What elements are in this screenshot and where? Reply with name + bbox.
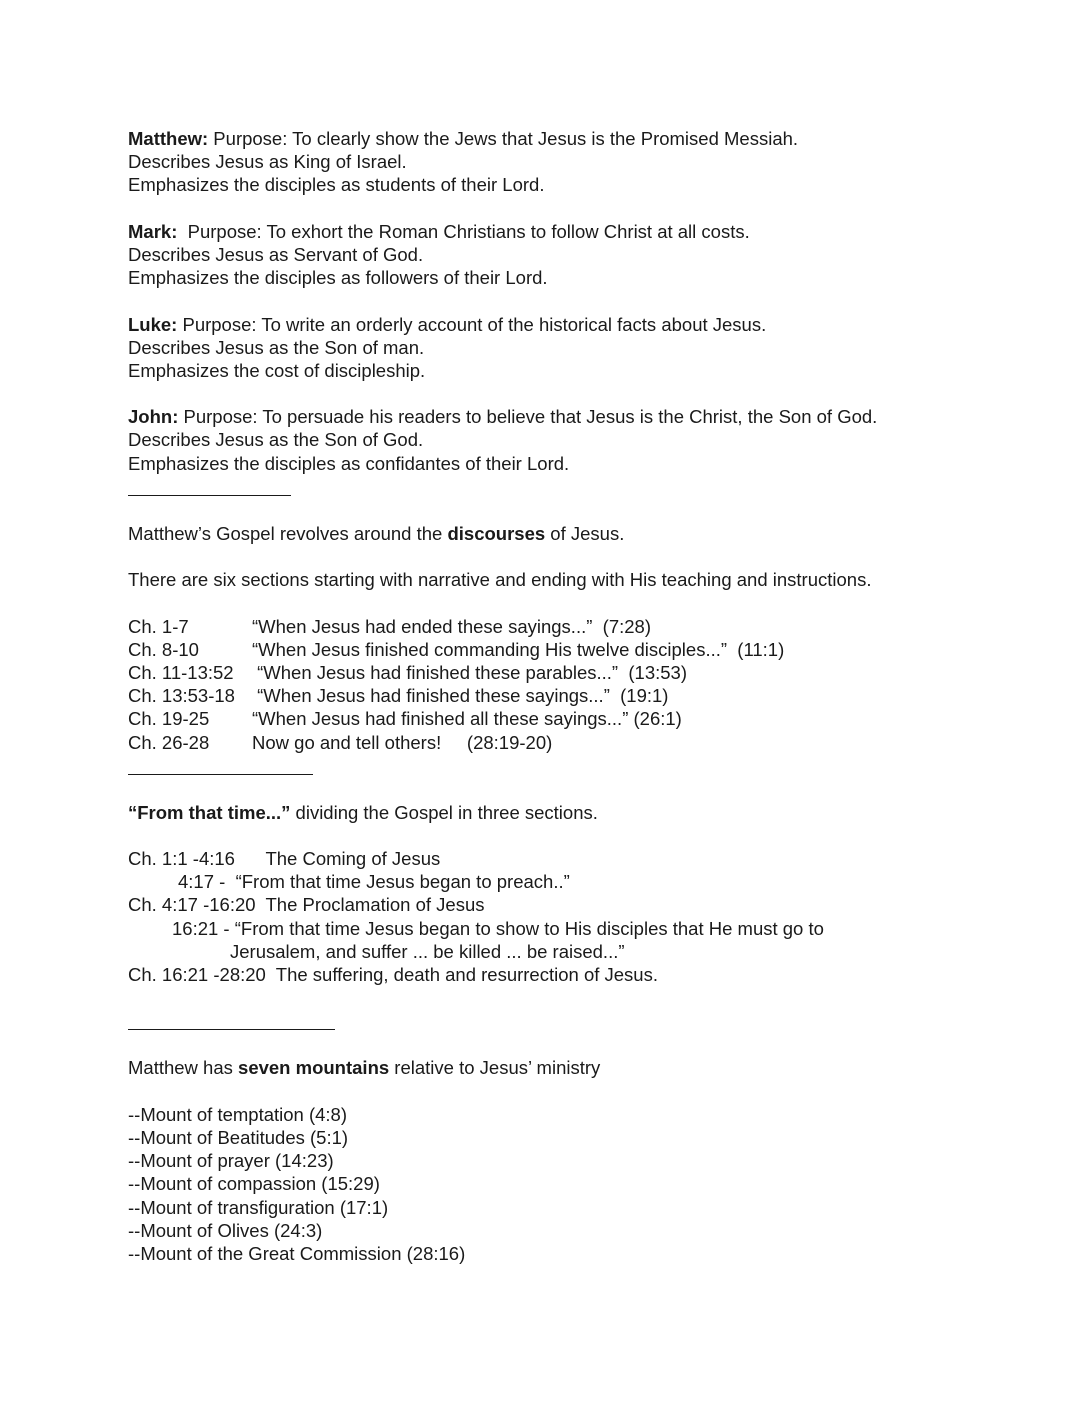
gospel-purpose: Purpose: To persuade his readers to believe that Jesus is the Christ, the Son of God. (178, 406, 878, 428)
gospel-purpose: Purpose: To write an orderly account of the historical facts about Jesus. (177, 313, 767, 335)
gospel-purpose-line (128, 220, 1028, 243)
gospel-describes: Describes Jesus as the Son of God. (128, 429, 424, 451)
gospel-purpose: Purpose: To exhort the Roman Christians to follow Christ at all costs. (177, 220, 750, 242)
gospel-purpose: Purpose: To clearly show the Jews that Jesus is the Promised Messiah. (208, 128, 799, 149)
gospel-purpose-line (128, 313, 1028, 336)
gospel-emphasizes: Emphasizes the cost of discipleship. (128, 359, 426, 381)
gospel-name: John: (128, 406, 179, 428)
gospel-john (128, 405, 1028, 475)
discourse-chapters: Ch. 1-7 (128, 615, 189, 637)
document-page (128, 127, 1028, 1265)
list-item: --Mount of compassion (15:29) (128, 1173, 380, 1195)
gospel-purpose-line (128, 127, 1028, 150)
discourse-quote: “When Jesus finished commanding His twelve disciples...” (11:1) (252, 638, 785, 660)
list-item: --Mount of the Great Commission (28:16) (128, 1242, 466, 1264)
list-item: --Mount of transfiguration (17:1) (128, 1196, 389, 1218)
section-quote-continued: Jerusalem, and suffer ... be killed ... be raised...” (230, 940, 625, 962)
gospel-matthew (128, 127, 1028, 197)
section-divider (128, 774, 313, 775)
discourse-quote: “When Jesus had ended these sayings...” (7:28) (252, 615, 651, 637)
from-that-time-heading (128, 801, 1028, 824)
discourses-intro-pre: Matthew’s Gospel revolves around the (128, 522, 448, 544)
discourse-chapters: Ch. 8-10 (128, 638, 199, 660)
discourse-quote: Now go and tell others! (28:19-20) (252, 731, 553, 753)
discourses-sections-text: There are six sections starting with narrative and ending with His teaching and instructions. (128, 569, 872, 591)
gospel-name: Mark: (128, 220, 178, 242)
discourse-row (128, 615, 1028, 638)
from-that-time-heading-post: dividing the Gospel in three sections. (290, 801, 598, 823)
discourse-row (128, 684, 1028, 707)
discourse-chapters: Ch. 19-25 (128, 708, 210, 730)
gospel-name: Matthew: (128, 128, 209, 149)
section-divider (128, 1029, 335, 1030)
list-item: --Mount of prayer (14:23) (128, 1150, 334, 1172)
discourses-intro-post: of Jesus. (545, 522, 625, 544)
section-divider (128, 495, 291, 496)
discourse-quote: “When Jesus had finished these parables...” (13:53) (252, 661, 687, 683)
discourse-chapters: Ch. 13:53-18 (128, 685, 235, 707)
section-quote: 16:21 - “From that time Jesus began to show to His disciples that He must go to (172, 917, 824, 939)
mountains-intro (128, 1056, 1028, 1079)
discourse-list (128, 615, 1028, 754)
section-line: Ch. 4:17 -16:20 The Proclamation of Jesus (128, 894, 485, 916)
mountains-intro-post: relative to Jesus’ ministry (389, 1057, 601, 1079)
section-quote: 4:17 - “From that time Jesus began to preach..” (178, 871, 570, 893)
section-line: Ch. 1:1 -4:16 The Coming of Jesus (128, 848, 441, 870)
discourse-chapters: Ch. 11-13:52 (128, 661, 234, 683)
gospel-emphasizes: Emphasizes the disciples as followers of their Lord. (128, 267, 548, 289)
discourse-row (128, 638, 1028, 661)
mountains-keyword: seven mountains (238, 1057, 390, 1079)
list-item: --Mount of Beatitudes (5:1) (128, 1126, 349, 1148)
discourse-chapters: Ch. 26-28 (128, 731, 210, 753)
discourse-row (128, 707, 1028, 730)
section-line: Ch. 16:21 -28:20 The suffering, death and resurrection of Jesus. (128, 964, 658, 985)
gospel-emphasizes: Emphasizes the disciples as students of their Lord. (128, 174, 545, 196)
mountain-list (128, 1103, 1028, 1265)
discourses-keyword: discourses (447, 522, 546, 544)
gospel-describes: Describes Jesus as the Son of man. (128, 336, 425, 358)
discourse-quote: “When Jesus had finished these sayings...” (19:1) (252, 685, 669, 707)
mountains-intro-pre: Matthew has (128, 1057, 239, 1079)
gospel-describes: Describes Jesus as Servant of God. (128, 243, 424, 265)
discourse-row (128, 731, 1028, 754)
gospel-purpose-line (128, 405, 1028, 428)
list-item: --Mount of Olives (24:3) (128, 1219, 323, 1241)
discourse-quote: “When Jesus had finished all these sayings...” (26:1) (252, 708, 682, 730)
list-item: --Mount of temptation (4:8) (128, 1103, 348, 1125)
gospel-mark (128, 220, 1028, 290)
gospel-name: Luke: (128, 313, 178, 335)
from-that-time-keyword: “From that time...” (128, 801, 291, 823)
gospel-luke (128, 313, 1028, 383)
discourses-intro (128, 522, 1028, 545)
discourse-row (128, 661, 1028, 684)
gospel-describes: Describes Jesus as King of Israel. (128, 151, 407, 173)
gospel-emphasizes: Emphasizes the disciples as confidantes of their Lord. (128, 452, 570, 474)
